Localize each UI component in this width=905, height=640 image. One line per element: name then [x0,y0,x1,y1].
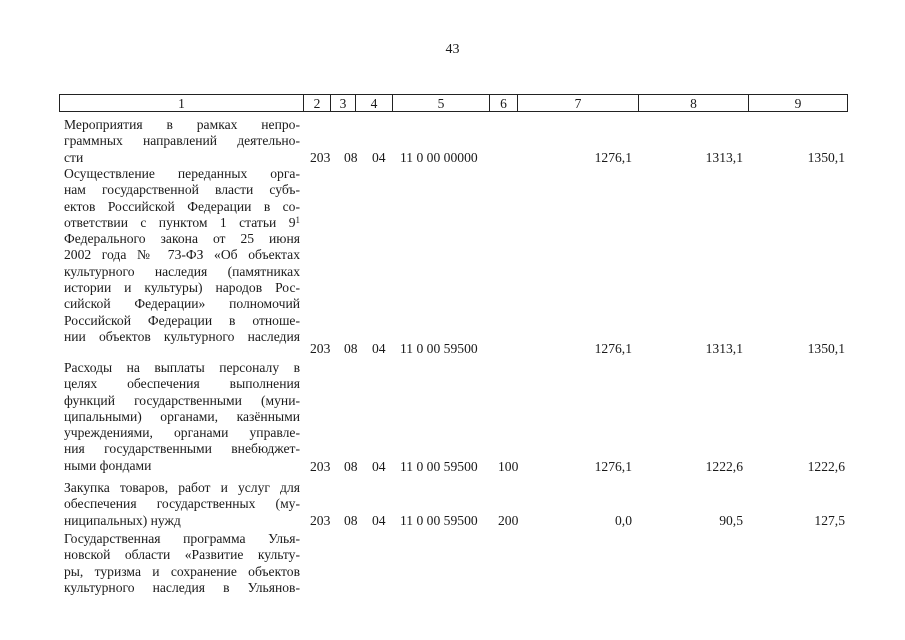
cell-col8: 1313,1 [705,341,743,356]
cell-col9: 1222,6 [807,459,845,474]
footnote-marker: 1 [295,214,300,225]
header-col-9: 9 [794,96,802,111]
row-description: Государственная программа Улья- новской области «Развитие культу- ры, туризма и сохранение объектов культурного наследия в Ульянов- [64,531,300,595]
header-col-7: 7 [518,95,639,111]
cell-gr: 203 [310,459,331,474]
cell-col8: 1222,6 [705,459,743,474]
cell-col7: 0,0 [615,513,632,528]
header-col-1: 1 [60,95,304,111]
cell-col9: 127,5 [814,513,845,528]
row-description: Закупка товаров, работ и услуг для обеспечения государственных (му- ниципальных) нужд [64,480,300,528]
cell-col7: 1276,1 [594,150,632,165]
header-col-6: 6 [490,95,518,111]
header-col-2: 2 [304,95,331,111]
cell-csr: 11 0 00 59500 [400,513,478,528]
header-col-3: 3 [331,95,356,111]
cell-gr: 203 [310,150,331,165]
page-number: 43 [445,42,460,57]
cell-rz: 08 [344,513,358,528]
cell-gr: 203 [310,341,331,356]
cell-pr: 04 [372,341,386,356]
row-description: Осуществление переданных орга- нам государственной власти субъ- ектов Российской Федерации в со- ответствии с пунктом 1 статьи $9^1$ Федерального закона от 25 июня 2002 года № 73-ФЗ «Об объектах культурного наследия (памятниках истории и культуры) народов Рос- сийской Федерации» полномочий Российской Федерации в отноше- нии объектов культурного наследия [64,166,300,344]
cell-col8: 90,5 [719,513,743,528]
header-col-8: 8 [639,95,749,111]
cell-col7: 1276,1 [594,341,632,356]
cell-col7: 1276,1 [594,459,632,474]
cell-pr: 04 [372,513,386,528]
row-description: Мероприятия в рамках непро- граммных направлений деятельно- сти [64,117,300,165]
cell-rz: 08 [344,341,358,356]
row-description: Расходы на выплаты персоналу в целях обеспечения выполнения функций государственными (муни- ципальными) органами, казёнными учреждениями, органами управле- ния государственными внебюджет- ными фондами [64,360,300,473]
table-header [59,94,848,112]
header-col-5: 5 [393,95,490,111]
cell-pr: 04 [372,150,386,165]
cell-vr: 200 [498,513,519,528]
cell-rz: 08 [344,150,358,165]
cell-csr: 11 0 00 59500 [400,341,478,356]
cell-gr: 203 [310,513,331,528]
cell-csr: 11 0 00 00000 [400,150,478,165]
cell-col9: 1350,1 [807,150,845,165]
cell-pr: 04 [372,459,386,474]
header-col-4: 4 [356,95,393,111]
cell-col9: 1350,1 [807,341,845,356]
cell-col8: 1313,1 [705,150,743,165]
cell-rz: 08 [344,459,358,474]
cell-csr: 11 0 00 59500 [400,459,478,474]
cell-vr: 100 [498,459,519,474]
